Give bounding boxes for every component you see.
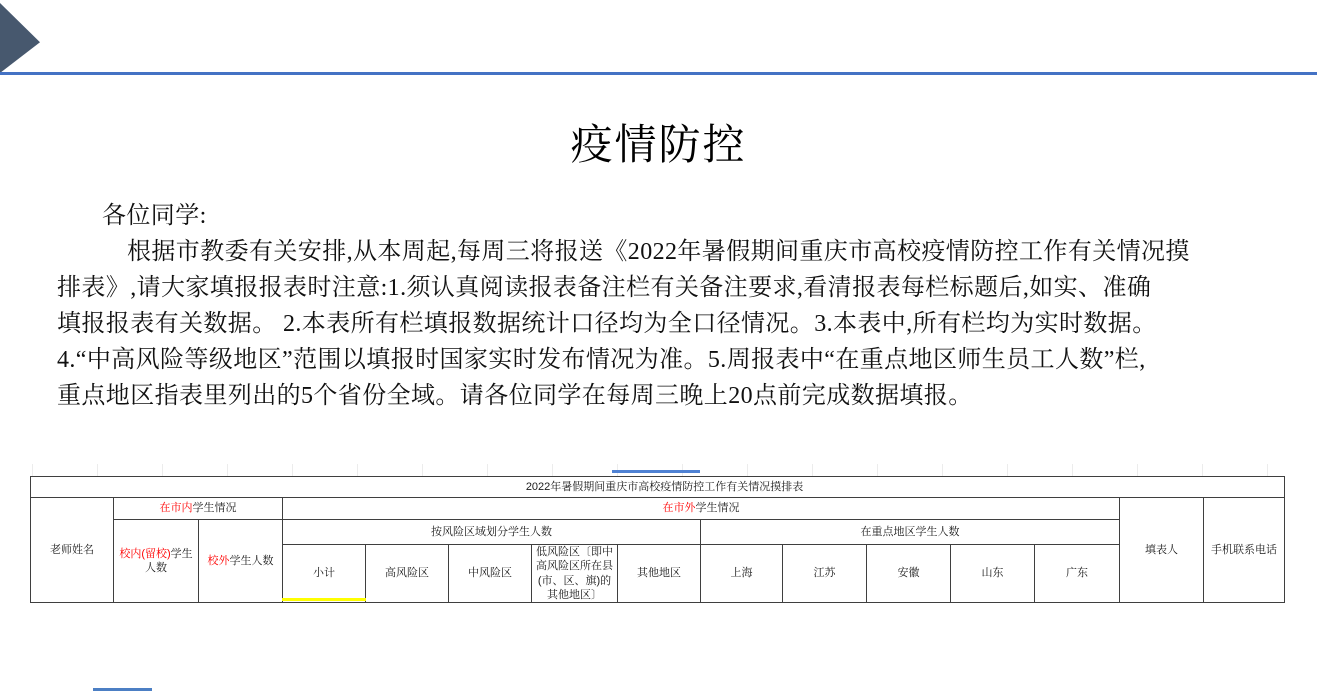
- next-slide-divider-line: [93, 688, 152, 691]
- group-header-in-city-black: 学生情况: [192, 502, 237, 515]
- column-header-province-jiangsu: 江苏: [783, 545, 867, 603]
- column-header-province-guangdong: 广东: [1035, 545, 1120, 603]
- column-header-high-risk: 高风险区: [366, 545, 449, 603]
- notice-line: 根据市教委有关安排,从本周起,每周三将报送《2022年暑假期间重庆市高校疫情防控工作有关情况摸: [127, 239, 1190, 265]
- group-header-out-city: [283, 498, 1120, 520]
- column-header-on-campus-red: 校内(留校): [119, 547, 171, 560]
- notice-line: 重点地区指表里列出的5个省份全域。请各位同学在每周三晚上20点前完成数据填报。: [57, 383, 973, 409]
- table-title-cell: 2022年暑假期间重庆市高校疫情防控工作有关情况摸排表: [31, 477, 1285, 498]
- column-header-off-campus-red: 校外: [207, 554, 230, 567]
- notice-line: 4.“中高风险等级地区”范围以填报时国家实时发布情况为准。5.周报表中“在重点地区师生员工人数”栏,: [57, 347, 1146, 373]
- column-header-subtotal: 小计: [283, 545, 366, 603]
- group-header-in-city-red: 在市内: [159, 502, 193, 515]
- notice-paragraph: [57, 198, 1269, 414]
- column-header-off-campus: [199, 520, 283, 603]
- title-divider-line: [0, 72, 1317, 75]
- column-header-province-shanghai: 上海: [701, 545, 783, 603]
- column-header-province-shandong: 山东: [951, 545, 1035, 603]
- group-header-by-risk-zone: 按风险区域划分学生人数: [283, 520, 701, 545]
- slide-accent-arrow-icon: [0, 3, 40, 73]
- column-header-on-campus: [114, 520, 199, 603]
- column-header-phone: 手机联系电话: [1204, 498, 1285, 603]
- column-header-off-campus-black: 学生人数: [229, 554, 274, 567]
- highlighted-cell-edge: [282, 598, 366, 601]
- column-header-province-anhui: 安徽: [867, 545, 951, 603]
- group-header-in-city: [114, 498, 283, 520]
- column-header-form-filler: 填表人: [1120, 498, 1204, 603]
- column-header-teacher-name: 老师姓名: [31, 498, 114, 603]
- notice-line: 填报报表有关数据。 2.本表所有栏填报数据统计口径均为全口径情况。3.本表中,所有栏均为实时数据。: [57, 311, 1157, 337]
- notice-line-greeting: 各位同学:: [102, 203, 207, 229]
- column-header-mid-risk: 中风险区: [449, 545, 532, 603]
- active-cell-indicator: [612, 470, 700, 473]
- notice-line: 排表》,请大家填报报表时注意:1.须认真阅读报表备注栏有关备注要求,看清报表每栏标题后,如实、准确: [57, 275, 1152, 301]
- slide-title: 疫情防控: [570, 121, 747, 168]
- group-header-out-city-black: 学生情况: [695, 502, 740, 515]
- group-header-key-regions: 在重点地区学生人数: [701, 520, 1120, 545]
- survey-table: [30, 476, 1285, 603]
- column-header-on-campus-black: 学生人数: [145, 547, 193, 575]
- group-header-out-city-red: 在市外: [662, 502, 696, 515]
- column-header-low-risk: 低风险区〔即中高风险区所在县(市、区、旗)的其他地区〕: [532, 545, 618, 603]
- column-header-other-area: 其他地区: [618, 545, 701, 603]
